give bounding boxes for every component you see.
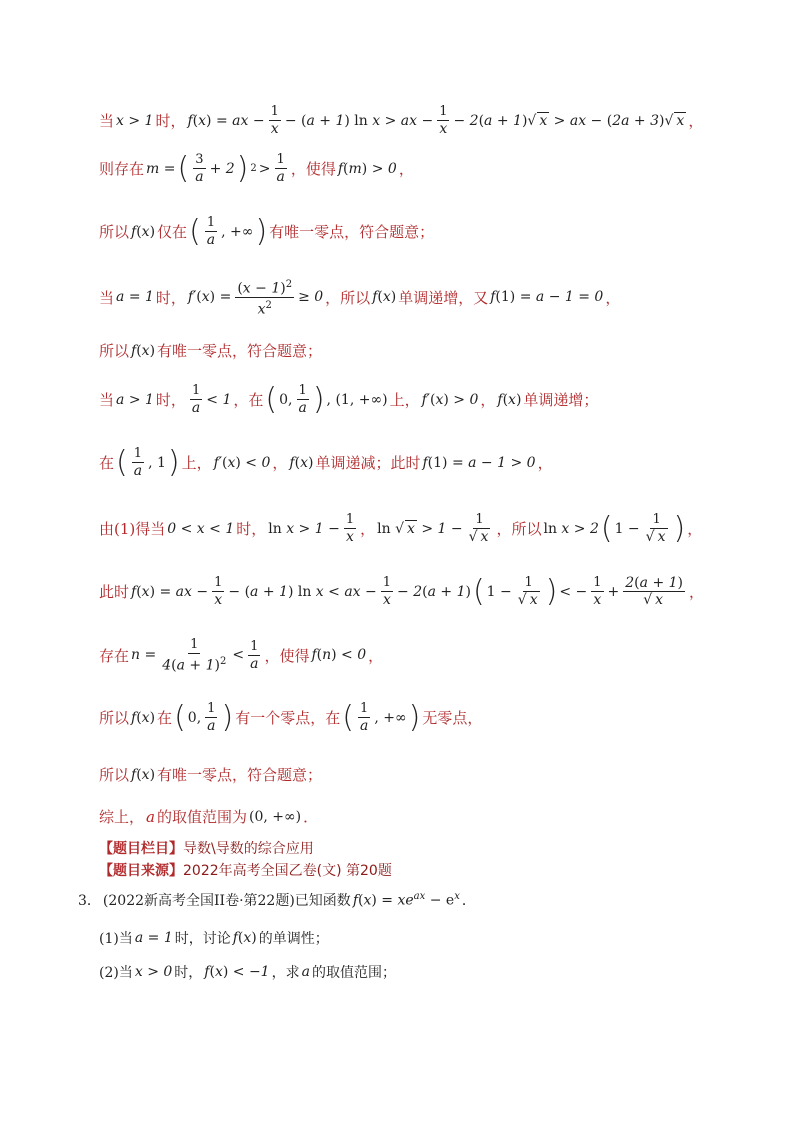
text: 有唯一零点，符合题意； — [157, 766, 323, 784]
solution-line-10: 存在 n = $\frac{1}{4(a + 1)^2}$ < $\frac{1}{a}$ ，使得 f(n) < 0 ， — [99, 637, 384, 674]
text: ， — [272, 454, 288, 472]
text: 综上， — [99, 808, 145, 826]
text: 仅在 — [157, 223, 188, 241]
fraction: $\frac{1}{x}$ — [439, 104, 448, 137]
text: 所以 — [99, 766, 130, 784]
text: ． — [303, 808, 319, 826]
solution-line-2: 则存在 m = ( $\frac{3}{a}$ + 2 ) 2 > $\frac{1}{a}$ ，使得 f(m) > 0 ， — [99, 150, 414, 186]
fraction: $\frac{1}{a}$ — [191, 383, 201, 416]
text: ， — [687, 520, 703, 538]
text: 时， — [155, 112, 186, 130]
fraction: $\frac{1}{√ x}$ — [517, 575, 538, 608]
text: 所以 — [99, 342, 130, 360]
text: 上， — [181, 454, 212, 472]
fraction: $\frac{1}{a}$ — [207, 701, 216, 734]
text: 当 — [99, 391, 115, 409]
topic-tag — [99, 838, 314, 858]
tag-text: 2022年高考全国乙卷(文) 第20题 — [183, 863, 392, 879]
fraction: $\frac{1}{x}$ — [382, 575, 392, 608]
text: 的取值范围； — [311, 965, 396, 981]
text: ，使得 — [264, 646, 310, 665]
math: f(x) = ax − — [187, 112, 265, 129]
text: 有唯一零点，符合题意； — [157, 342, 323, 360]
text: 单调递增，又 — [398, 288, 489, 307]
solution-line-5: 所以 f(x) 有唯一零点，符合题意； — [99, 342, 323, 360]
source-tag — [99, 860, 392, 880]
fraction: $\frac{1}{a}$ — [133, 446, 143, 479]
text: 当 — [99, 288, 115, 307]
text: 时， — [155, 288, 186, 307]
solution-line-1 — [99, 104, 703, 137]
fraction: $\frac{1}{a}$ — [359, 701, 369, 734]
solution-line-3: 所以 f(x) 仅在 ( $\frac{1}{a}$ , +∞ ) 有唯一零点，符合题意； — [99, 213, 435, 249]
text: 当 — [99, 112, 115, 130]
text: 的单调性； — [258, 931, 329, 947]
solution-line-6: 当 a > 1 时， $\frac{1}{a}$ < 1 ，在 ( 0, $\frac{1}{a}$ ) , (1, +∞) 上， f′(x) > 0 ， f(x) 单调递增； — [99, 381, 599, 417]
text: ， — [360, 520, 376, 538]
fraction: $\frac{1}{4(a + 1)^2}$ — [162, 637, 227, 674]
text: (2)当 — [99, 965, 133, 981]
fraction: $\frac{(x - 1)^2}{x^2}$ — [237, 279, 293, 318]
question-3-part-2: (2)当 x > 0 时， f(x) < −1 ，求 a 的取值范围； — [99, 964, 396, 981]
text: 上， — [389, 391, 420, 409]
text: 时， — [155, 391, 186, 409]
text: ，所以 — [325, 288, 371, 307]
text: 由(1)得当 — [99, 520, 166, 538]
solution-line-8: 由(1)得当 0 < x < 1 时， ln x > 1 − $\frac{1}{x}$ ， ln √ x > 1 − $\frac{1}{√ x}$ ，所以 ln x > 2 ( 1 − $\frac{1}{√ x}$ ) ， — [99, 510, 703, 546]
math: − 2(a + 1)√ x > ax − (2a + 3)√ x — [453, 112, 685, 129]
text: ， — [537, 454, 553, 472]
fraction: $\frac{1}{a}$ — [276, 152, 285, 185]
text: ， — [689, 583, 705, 601]
fraction: $\frac{1}{a}$ — [298, 383, 307, 416]
solution-line-11: 所以 f(x) 在 ( 0, $\frac{1}{a}$ ) 有一个零点，在 ( $\frac{1}{a}$ , +∞ ) 无零点， — [99, 699, 483, 735]
tag-text: 导数\导数的综合应用 — [183, 841, 314, 857]
fraction: $\frac{1}{√ x}$ — [645, 512, 666, 545]
solution-line-13: 综上， a 的取值范围为 (0, +∞) ． — [99, 807, 319, 826]
question-3-part-1: (1)当 a = 1 时，讨论 f(x) 的单调性； — [99, 930, 329, 947]
text: 时， — [236, 520, 267, 538]
fraction: $\frac{1}{x}$ — [270, 104, 279, 137]
text: 时， — [174, 965, 203, 981]
math: f(m) > 0 — [337, 160, 397, 177]
text: ，所以 — [496, 520, 542, 538]
text: ，使得 — [290, 160, 336, 178]
text: ， — [480, 391, 496, 409]
text: 的取值范围为 — [156, 808, 247, 826]
fraction: $\frac{1}{a}$ — [250, 638, 259, 672]
math: x > 1 — [116, 112, 154, 129]
solution-line-9: 此时 f(x) = ax − $\frac{1}{x}$ − (a + 1) ln x < ax − $\frac{1}{x}$ − 2(a + 1) ( 1 − $\frac{1}{√ x}$ ) < − $\frac{1}{x}$ + $\frac{2(a + 1)}{√ x}$ ， — [99, 573, 705, 609]
math: m = — [146, 160, 176, 177]
fraction: $\frac{1}{a}$ — [206, 215, 216, 248]
fraction: $\frac{1}{x}$ — [345, 512, 355, 545]
text: 此时 — [99, 583, 130, 601]
text: 有一个零点，在 — [235, 709, 341, 727]
text: ， — [688, 112, 704, 130]
text: ， — [398, 160, 414, 178]
solution-line-7: 在 ( $\frac{1}{a}$ , 1 ) 上， f′(x) < 0 ， f(x) 单调递减；此时 f(1) = a − 1 > 0 ， — [99, 444, 553, 480]
question-number: 3． — [78, 893, 101, 909]
text: 单调递减；此时 — [315, 454, 421, 472]
text: 所以 — [99, 709, 130, 727]
solution-line-12: 所以 f(x) 有唯一零点，符合题意； — [99, 766, 323, 784]
solution-line-4: 当 a = 1 时， f′(x) = $\frac{(x - 1)^2}{x^2}$ ≥ 0 ，所以 f(x) 单调递增，又 f(1) = a − 1 = 0 ， — [99, 279, 621, 318]
text: ，在 — [233, 391, 264, 409]
fraction: $\frac{3}{a}$ — [195, 152, 204, 185]
math: − (a + 1) ln x > ax − — [284, 112, 434, 129]
text: ， — [368, 646, 384, 665]
tag-label: 【题目栏目】 — [99, 841, 183, 857]
text: ， — [605, 288, 621, 307]
text: 无零点， — [422, 709, 483, 727]
fraction: $\frac{1}{√ x}$ — [468, 512, 489, 545]
fraction: $\frac{1}{x}$ — [214, 575, 223, 608]
text: 在 — [157, 709, 173, 727]
fraction: $\frac{1}{x}$ — [593, 575, 602, 608]
text: 时，讨论 — [174, 931, 231, 947]
text: 有唯一零点，符合题意； — [269, 223, 435, 241]
text: (1)当 — [99, 931, 133, 947]
question-3-stem: 3． (2022新高考全国II卷·第22题)已知函数 $f(x) = xe^{ax} - e^x$ ． — [78, 891, 476, 909]
text: 在 — [99, 454, 115, 472]
question-source: (2022新高考全国II卷·第22题)已知函数 — [102, 893, 351, 909]
text: 所以 — [99, 223, 130, 241]
tag-label: 【题目来源】 — [99, 863, 183, 879]
text: 单调递增； — [523, 391, 599, 409]
text: ，求 — [271, 965, 300, 981]
text: 存在 — [99, 646, 130, 665]
text: 则存在 — [99, 160, 145, 178]
fraction: $\frac{2(a + 1)}{√ x}$ — [625, 575, 683, 608]
variable-a: a — [146, 807, 155, 826]
